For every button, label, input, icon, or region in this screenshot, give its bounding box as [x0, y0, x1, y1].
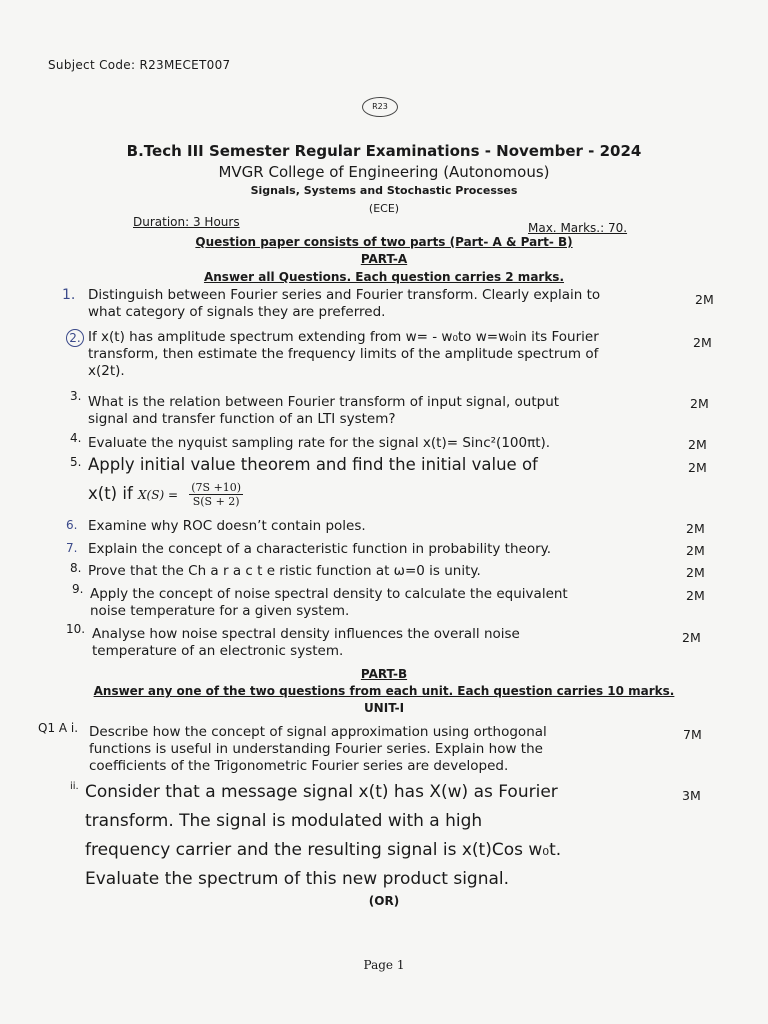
question-number: 3.: [70, 389, 82, 403]
part-b-title: PART-B: [360, 667, 408, 681]
part-a-title: PART-A: [360, 252, 408, 266]
question-line: temperature of an electronic system.: [92, 643, 344, 659]
max-marks: Max. Marks.: 70.: [528, 221, 628, 235]
question-line: transform, then estimate the frequency limits of the amplitude spectrum of: [88, 346, 599, 362]
exam-title: B.Tech III Semester Regular Examinations - November - 2024: [126, 142, 642, 160]
formula-lhs: X(S) =: [138, 488, 178, 502]
unit-title: UNIT-I: [363, 701, 405, 715]
marks: 2M: [695, 292, 714, 307]
question-line: Analyse how noise spectral density influences the overall noise: [92, 626, 520, 642]
branch: (ECE): [368, 202, 400, 215]
r23-stamp: R23: [362, 97, 398, 117]
q1-a-i-marks: 7M: [683, 727, 702, 742]
initial-value-formula: [88, 481, 243, 508]
question-line: Explain the concept of a characteristic function in probability theory.: [88, 541, 552, 557]
marks: 2M: [688, 460, 707, 475]
marks: 2M: [690, 396, 709, 411]
question-line: Prove that the Ch a r a c t e ristic function at ω=0 is unity.: [88, 563, 481, 579]
question-line: signal and transfer function of an LTI system?: [88, 411, 396, 427]
marks: 2M: [686, 521, 705, 536]
college-name: MVGR College of Engineering (Autonomous): [218, 163, 550, 181]
question-line: transform. The signal is modulated with a high: [85, 811, 483, 831]
question-line: x(2t).: [88, 363, 125, 379]
subject-code: Subject Code: R23MECET007: [48, 58, 231, 72]
formula-prefix: x(t) if: [88, 484, 133, 503]
question-line: frequency carrier and the resulting signal is x(t)Cos w₀t.: [85, 840, 562, 860]
marks: 2M: [693, 335, 712, 350]
q1-a-i-text: [89, 724, 547, 775]
part-b-instructions: Answer any one of the two questions from each unit. Each question carries 10 marks.: [93, 684, 675, 698]
formula-numerator: (7S +10): [191, 481, 242, 494]
question-line: What is the relation between Fourier transform of input signal, output: [88, 394, 560, 410]
question-line: noise temperature for a given system.: [90, 603, 350, 619]
question-number: 5.: [70, 455, 82, 469]
marks: 2M: [686, 565, 705, 580]
question-number: 2.: [66, 329, 84, 347]
question-line: Apply initial value theorem and find the initial value of: [88, 455, 538, 474]
question-line: what category of signals they are preferred.: [88, 304, 386, 320]
q1-a-ii-text: [85, 778, 561, 894]
question-line: functions is useful in understanding Fourier series. Explain how the: [89, 741, 543, 757]
or-separator: (OR): [368, 894, 400, 908]
formula-denominator: S(S + 2): [192, 495, 240, 508]
question-number: 9.: [72, 582, 84, 596]
question-line: Examine why ROC doesn’t contain poles.: [88, 518, 366, 534]
marks: 2M: [688, 437, 707, 452]
question-number: 1.: [62, 287, 76, 303]
marks: 2M: [682, 630, 701, 645]
question-line: Distinguish between Fourier series and Fourier transform. Clearly explain to: [88, 287, 601, 303]
question-line: Evaluate the nyquist sampling rate for the signal x(t)= Sinc²(100πt).: [88, 435, 551, 451]
question-number: 4.: [70, 431, 82, 445]
duration: Duration: 3 Hours: [133, 215, 240, 229]
question-number: 10.: [66, 622, 86, 636]
marks: 2M: [686, 543, 705, 558]
question-line: Consider that a message signal x(t) has X(w) as Fourier: [85, 782, 558, 802]
subject-name: Signals, Systems and Stochastic Processes: [250, 184, 518, 197]
question-line: Describe how the concept of signal approximation using orthogonal: [89, 724, 547, 740]
question-number: 7.: [66, 541, 78, 555]
page-number: Page 1: [363, 958, 405, 972]
question-line: Evaluate the spectrum of this new product signal.: [85, 869, 510, 889]
q1-a-label: Q1 A i.: [38, 721, 79, 735]
question-line: Apply the concept of noise spectral density to calculate the equivalent: [90, 586, 568, 602]
q1-a-ii-label: ii.: [70, 781, 79, 792]
question-number: 8.: [70, 561, 82, 575]
question-number: 6.: [66, 518, 78, 532]
question-line: coefficients of the Trigonometric Fourier series are developed.: [89, 758, 509, 774]
formula-fraction: [189, 481, 243, 508]
part-a-instructions: Answer all Questions. Each question carries 2 marks.: [203, 270, 565, 284]
paper-info: Question paper consists of two parts (Part- A & Part- B): [195, 235, 573, 249]
question-line: If x(t) has amplitude spectrum extending from w= - w₀to w=w₀in its Fourier: [88, 329, 599, 345]
q1-a-ii-marks: 3M: [682, 788, 701, 803]
marks: 2M: [686, 588, 705, 603]
